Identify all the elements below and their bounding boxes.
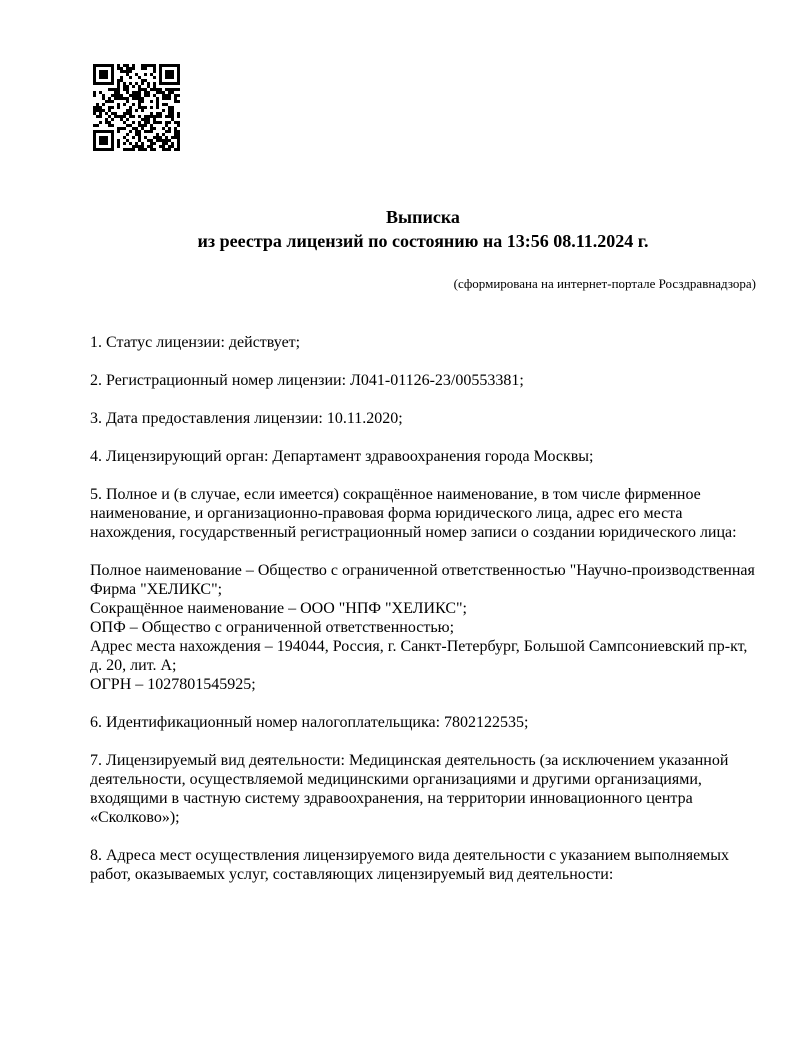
document-title [90, 205, 756, 253]
org-full-name: Полное наименование – Общество с ограниченной ответственностью "Научно-производственная Фирма "ХЕЛИКС"; [90, 562, 755, 598]
paragraph-license-status: 1. Статус лицензии: действует; [90, 334, 301, 351]
paragraph-grant-date: 3. Дата предоставления лицензии: 10.11.2020; [90, 410, 403, 427]
org-address: Адрес места нахождения – 194044, Россия, г. Санкт-Петербург, Большой Сампсониевский пр-кт, д. 20, лит. А; [90, 638, 748, 674]
paragraph-inn: 6. Идентификационный номер налогоплательщика: 7802122535; [90, 714, 529, 731]
paragraph-organization-intro: 5. Полное и (в случае, если имеется) сокращённое наименование, в том числе фирменное наименование, и организационно-правовая форма юридического лица, адрес его места нахождения, государственный регистрационный номер записи о создании юридического лица: [90, 486, 737, 541]
title-line-2: из реестра лицензий по состоянию на 13:56 08.11.2024 г. [197, 231, 649, 251]
document-content [90, 0, 756, 903]
paragraph-licensing-authority: 4. Лицензирующий орган: Департамент здравоохранения города Москвы; [90, 448, 594, 465]
paragraph-registration-number: 2. Регистрационный номер лицензии: Л041-01126-23/00553381; [90, 372, 524, 389]
org-ogrn: ОГРН – 1027801545925; [90, 676, 256, 693]
paragraph-licensed-activity: 7. Лицензируемый вид деятельности: Медицинская деятельность (за исключением указанной деятельности, осуществляемой медицинскими организациями и другими организациями, входящими в частную систему здравоохранения, на территории инновационного центра «Сколково»); [90, 752, 729, 826]
org-legal-form: ОПФ – Общество с ограниченной ответственностью; [90, 619, 455, 636]
title-line-1: Выписка [386, 207, 460, 227]
document-subtitle: (сформирована на интернет-портале Росздравнадзора) [453, 276, 756, 291]
document-body [90, 333, 756, 884]
paragraph-addresses-intro: 8. Адреса мест осуществления лицензируемого вида деятельности с указанием выполняемых работ, оказываемых услуг, составляющих лицензируемый вид деятельности: [90, 847, 730, 883]
org-short-name: Сокращённое наименование – ООО "НПФ "ХЕЛИКС"; [90, 600, 467, 617]
